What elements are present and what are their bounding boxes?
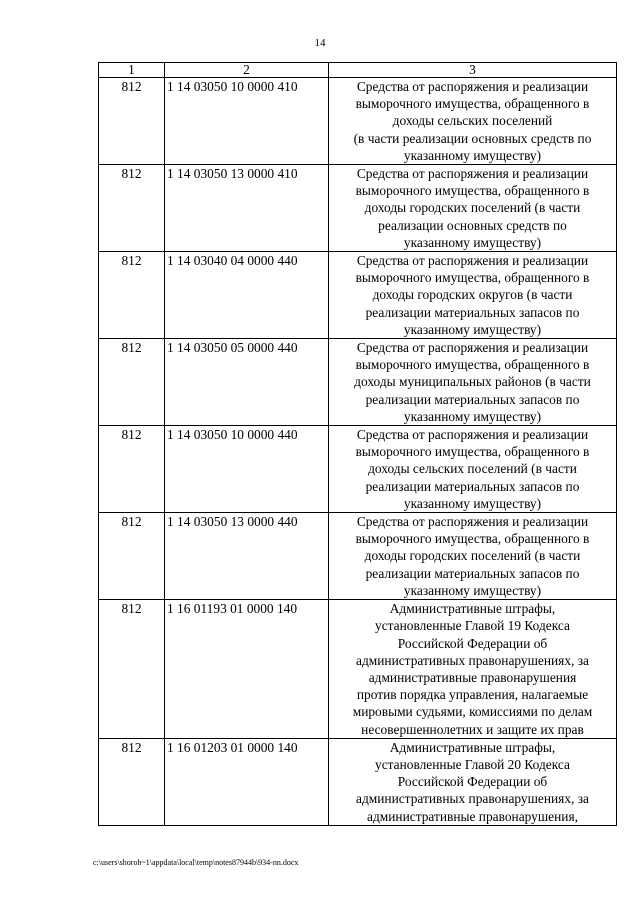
description-line: выморочного имущества, обращенного в (355, 96, 590, 112)
description-line: реализации основных средств по (378, 217, 567, 233)
table-row (99, 738, 617, 825)
revenue-description-cell (329, 513, 617, 600)
admin-code-cell: 812 (99, 513, 165, 600)
budget-classification-code-cell: 1 14 03050 13 0000 410 (165, 165, 329, 252)
description-line: доходы сельских поселений (392, 113, 553, 129)
admin-code-cell: 812 (99, 738, 165, 825)
description-line: Российской Федерации об (397, 635, 548, 651)
description-line: указанному имуществу) (403, 147, 542, 163)
description-line: указанному имуществу) (403, 495, 542, 511)
description-line: Средства от распоряжения и реализации (356, 427, 589, 443)
description-line: Административные штрафы, (389, 739, 556, 755)
footer-file-path: c:\users\shoroh~1\appdata\local\temp\notes87944b\934-nn.docx (93, 858, 299, 867)
admin-code-cell: 812 (99, 339, 165, 426)
description-line: установленные Главой 20 Кодекса (375, 756, 570, 772)
description-line: выморочного имущества, обращенного в (355, 357, 590, 373)
admin-code-cell: 812 (99, 165, 165, 252)
table-row (99, 165, 617, 252)
description-line: указанному имуществу) (403, 321, 542, 337)
description-line: доходы сельских поселений (в части (368, 461, 577, 477)
description-line: доходы муниципальных районов (в части (354, 374, 591, 390)
description-line: административных правонарушениях, за (356, 652, 589, 668)
description-line: против порядка управления, налагаемые (356, 687, 589, 703)
table-row (99, 252, 617, 339)
revenue-description-cell (329, 426, 617, 513)
description-line: административных правонарушениях, за (356, 791, 589, 807)
description-line: установленные Главой 19 Кодекса (375, 618, 570, 634)
description-line: Средства от распоряжения и реализации (356, 514, 589, 530)
description-line: Российской Федерации об (397, 774, 548, 790)
description-line: выморочного имущества, обращенного в (355, 270, 590, 286)
column-header-2: 2 (165, 63, 329, 78)
budget-classification-code-cell: 1 16 01203 01 0000 140 (165, 738, 329, 825)
description-line: доходы городских поселений (в части (364, 548, 581, 564)
budget-classification-code-cell: 1 14 03050 10 0000 410 (165, 78, 329, 165)
description-line: несовершеннолетних и защите их прав (361, 721, 584, 737)
description-line: реализации материальных запасов по (365, 478, 580, 494)
description-line: доходы городских округов (в части (372, 287, 573, 303)
description-line: указанному имуществу) (403, 582, 542, 598)
budget-classification-code-cell: 1 14 03050 13 0000 440 (165, 513, 329, 600)
budget-classification-code-cell: 1 16 01193 01 0000 140 (165, 600, 329, 739)
budget-classification-code-cell: 1 14 03040 04 0000 440 (165, 252, 329, 339)
description-line: выморочного имущества, обращенного в (355, 444, 590, 460)
description-line: реализации материальных запасов по (365, 565, 580, 581)
revenue-description-cell (329, 600, 617, 739)
description-line: указанному имуществу) (403, 408, 542, 424)
admin-code-cell: 812 (99, 600, 165, 739)
description-line: реализации материальных запасов по (365, 391, 580, 407)
table-row (99, 339, 617, 426)
revenue-description-cell (329, 165, 617, 252)
description-line: указанному имуществу) (403, 234, 542, 250)
description-line: (в части реализации основных средств по (353, 130, 592, 146)
table-row (99, 600, 617, 739)
description-line: выморочного имущества, обращенного в (355, 183, 590, 199)
description-line: Административные штрафы, (389, 601, 556, 617)
table-row (99, 426, 617, 513)
revenue-description-cell (329, 738, 617, 825)
revenue-description-cell (329, 339, 617, 426)
description-line: Средства от распоряжения и реализации (356, 79, 589, 94)
description-line: выморочного имущества, обращенного в (355, 531, 590, 547)
revenue-description-cell (329, 78, 617, 165)
budget-classification-code-cell: 1 14 03050 05 0000 440 (165, 339, 329, 426)
description-line: Средства от распоряжения и реализации (356, 340, 589, 356)
description-line: Средства от распоряжения и реализации (356, 166, 589, 182)
description-line: административные правонарушения (368, 669, 577, 685)
column-header-1: 1 (99, 63, 165, 78)
revenue-description-cell (329, 252, 617, 339)
table-row (99, 78, 617, 165)
admin-code-cell: 812 (99, 78, 165, 165)
description-line: мировыми судьями, комиссиями по делам (352, 704, 593, 720)
description-line: доходы городских поселений (в части (364, 200, 581, 216)
table-header-row (99, 63, 617, 78)
column-header-3: 3 (329, 63, 617, 78)
admin-code-cell: 812 (99, 252, 165, 339)
admin-code-cell: 812 (99, 426, 165, 513)
description-line: административные правонарушения, (367, 808, 578, 824)
description-line: реализации материальных запасов по (365, 304, 580, 320)
budget-classification-code-cell: 1 14 03050 10 0000 440 (165, 426, 329, 513)
revenue-codes-table (98, 62, 617, 826)
page-number: 14 (314, 37, 326, 49)
description-line: Средства от распоряжения и реализации (356, 253, 589, 269)
table-row (99, 513, 617, 600)
